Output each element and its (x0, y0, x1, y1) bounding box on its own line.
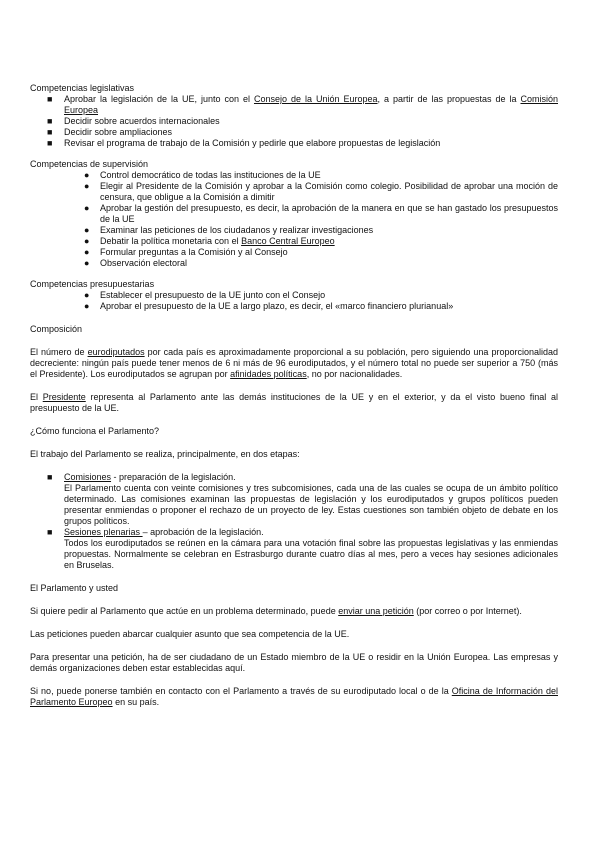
list-legislativas (30, 94, 558, 149)
list-presupuestarias (30, 290, 558, 312)
square-bullet-icon: ■ (47, 472, 53, 482)
list-item: ● Examinar las peticiones de los ciudadanos y realizar investigaciones (84, 225, 374, 235)
list-item: ● Control democrático de todas las instituciones de la UE (84, 170, 321, 180)
heading-supervision: Competencias de supervisión (30, 159, 149, 169)
list-item: ■ Sesiones plenarias – aprobación de la legislación. Todos los eurodiputados se reúnen en la cámara para una votación final sobre las propuestas legislativas y las enmiendas propuestas. Normalmente se celebran en Estrasburgo durante cuatro días al mes, pero a veces hay sesiones adicionales en Bruselas. (47, 527, 558, 570)
link-banco-central-europeo[interactable]: Banco Central Europeo (241, 236, 335, 246)
list-item: ■ Comisiones - preparación de la legislación. El Parlamento cuenta con veinte comisiones y tres subcomisiones, cada una de las cuales se ocupa de un ámbito político determinado. Las comisiones examinan las propuestas de legislación y los eurodiputados y grupos políticos pueden presentar enmiendas o proponer el rechazo de un proyecto de ley. Estas cuestiones son también objeto de debate en los grupos políticos. (47, 472, 558, 526)
paragraph-usted-4: Si no, puede ponerse también en contacto con el Parlamento a través de su eurodiputado local o de la Oficina de Información del Parlamento Europeo en su país. (30, 686, 558, 707)
dot-bullet-icon: ● (84, 170, 90, 180)
list-item: ■ Aprobar la legislación de la UE, junto con el Consejo de la Unión Europea, a partir de las propuestas de la Comisión Europea (47, 94, 558, 115)
link-eurodiputados[interactable]: eurodiputados (87, 347, 145, 357)
list-supervision (30, 170, 558, 269)
link-sesiones-plenarias[interactable]: Sesiones plenarias (64, 527, 143, 537)
list-item: ● Aprobar la gestión del presupuesto, es decir, la aprobación de la manera en que se han gastado los presupuestos de la UE (84, 203, 558, 224)
heading-presupuestarias: Competencias presupuestarias (30, 279, 155, 289)
list-item: ■ Revisar el programa de trabajo de la Comisión y pedirle que elabore propuestas de legislación (47, 138, 441, 148)
link-comisiones[interactable]: Comisiones (64, 472, 112, 482)
link-oficina-informacion[interactable]: Oficina de Información del Parlamento Europeo (30, 686, 558, 707)
heading-funciona: ¿Cómo funciona el Parlamento? (30, 426, 160, 436)
paragraph-composicion-2: El Presidente representa al Parlamento ante las demás instituciones de la UE y en el exterior, y da el visto bueno final al presupuesto de la UE. (30, 392, 558, 413)
paragraph-composicion-1: El número de eurodiputados por cada país es aproximadamente proporcional a su población, pero siguiendo una proporcionalidad decreciente: ningún país puede tener menos de 6 ni más de 96 eurodiputados, y el número total no puede ser superior a 750 (más el Presidente). Los eurodiputados se agrupan por afinidades políticas, no por nacionalidades. (30, 347, 558, 379)
heading-legislativas: Competencias legislativas (30, 83, 135, 93)
square-bullet-icon: ■ (47, 138, 53, 148)
square-bullet-icon: ■ (47, 527, 53, 537)
dot-bullet-icon: ● (84, 225, 90, 235)
dot-bullet-icon: ● (84, 290, 90, 300)
dot-bullet-icon: ● (84, 181, 90, 191)
dot-bullet-icon: ● (84, 236, 90, 246)
paragraph-usted-3: Para presentar una petición, ha de ser ciudadano de un Estado miembro de la UE o residir en la Unión Europea. Las empresas y demás organizaciones deben estar establecidas aquí. (30, 652, 558, 673)
list-item: ■ Decidir sobre acuerdos internacionales (47, 116, 220, 126)
link-afinidades-politicas[interactable]: afinidades políticas (230, 369, 307, 379)
paragraph-usted-1: Si quiere pedir al Parlamento que actúe en un problema determinado, puede enviar una petición (por correo o por Internet). (30, 606, 522, 616)
list-item: ● Observación electoral (84, 258, 188, 268)
dot-bullet-icon: ● (84, 301, 90, 311)
square-bullet-icon: ■ (47, 116, 53, 126)
square-bullet-icon: ■ (47, 94, 53, 104)
dot-bullet-icon: ● (84, 203, 90, 213)
paragraph-usted-2: Las peticiones pueden abarcar cualquier asunto que sea competencia de la UE. (30, 629, 350, 639)
list-item: ● Elegir al Presidente de la Comisión y aprobar a la Comisión como colegio. Posibilidad de aprobar una moción de censura, que obligue a la Comisión a dimitir (84, 181, 558, 202)
list-etapas (30, 472, 558, 571)
list-item: ■ Decidir sobre ampliaciones (47, 127, 173, 137)
list-item: ● Establecer el presupuesto de la UE junto con el Consejo (84, 290, 326, 300)
heading-usted: El Parlamento y usted (30, 583, 119, 593)
heading-composicion: Composición (30, 324, 83, 334)
list-item: ● Formular preguntas a la Comisión y al Consejo (84, 247, 288, 257)
paragraph-funciona-intro: El trabajo del Parlamento se realiza, principalmente, en dos etapas: (30, 449, 300, 459)
dot-bullet-icon: ● (84, 258, 90, 268)
square-bullet-icon: ■ (47, 127, 53, 137)
link-comision-europea[interactable]: Comisión Europea (64, 94, 558, 115)
list-item: ● Aprobar el presupuesto de la UE a largo plazo, es decir, el «marco financiero plurianual» (84, 301, 454, 311)
link-enviar-peticion[interactable]: enviar una petición (338, 606, 414, 616)
link-presidente[interactable]: Presidente (42, 392, 86, 402)
document-page (30, 83, 558, 708)
link-consejo-ue[interactable]: Consejo de la Unión Europea (253, 94, 378, 104)
dot-bullet-icon: ● (84, 247, 90, 257)
list-item: ● Debatir la política monetaria con el Banco Central Europeo (84, 236, 335, 246)
